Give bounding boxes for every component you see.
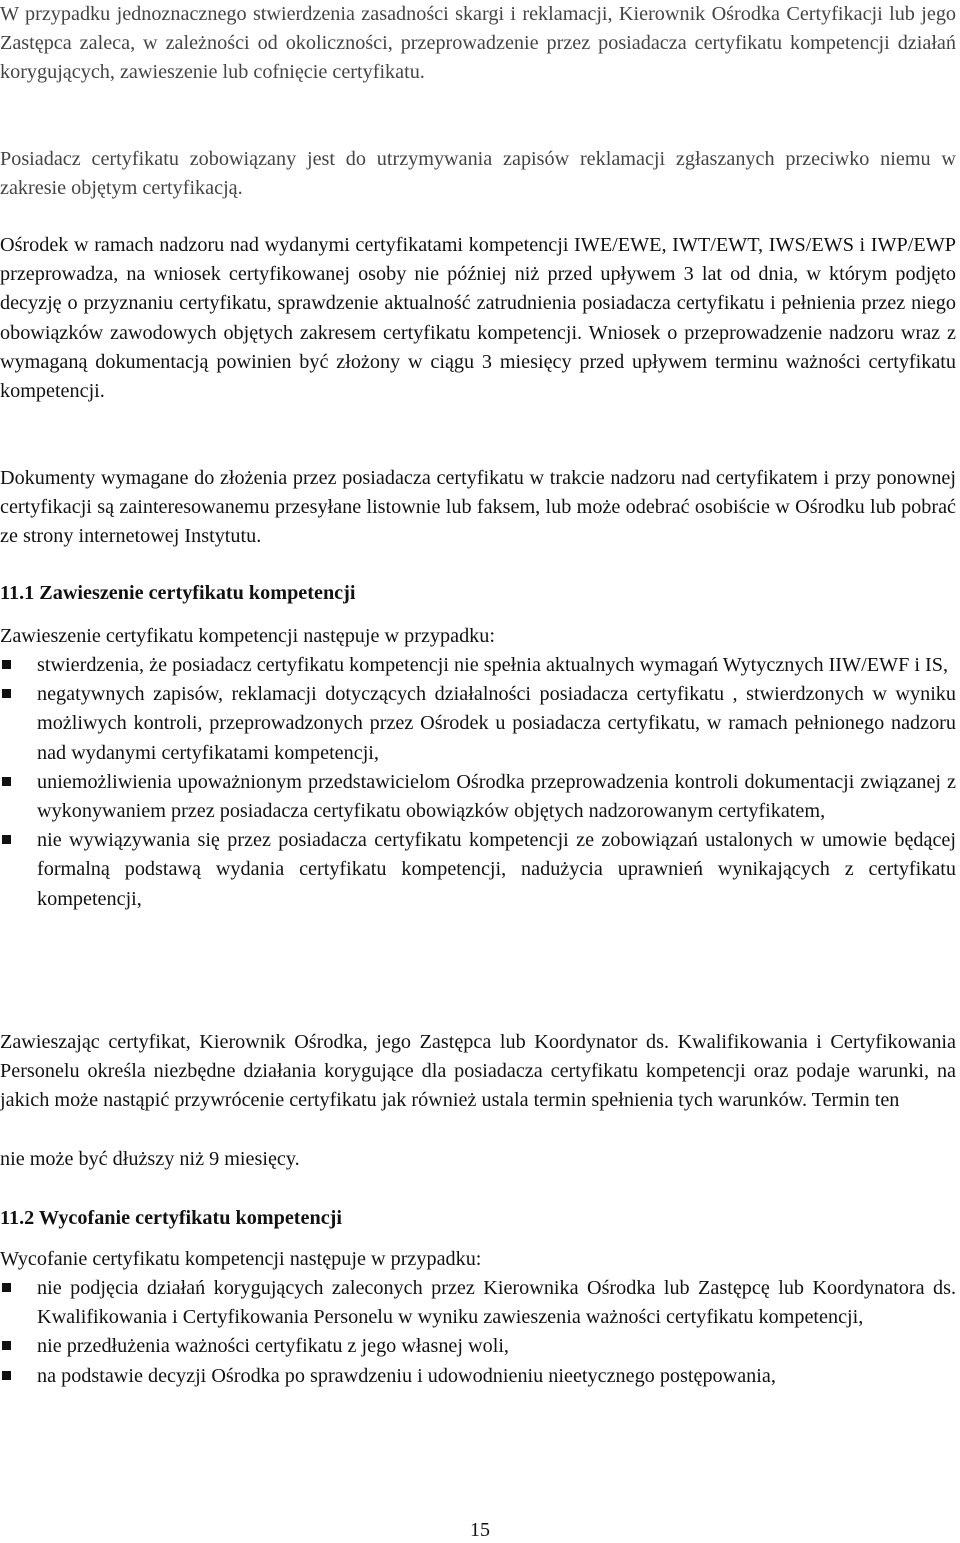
list-item: na podstawie decyzji Ośrodka po sprawdzeniu i udowodnieniu nieetycznego postępowania, (0, 1362, 956, 1391)
section-heading-withdrawal: 11.2 Wycofanie certyfikatu kompetencji (0, 1207, 343, 1229)
withdrawal-conditions-list (0, 1274, 956, 1391)
square-bullet-icon (2, 835, 11, 844)
list-item: nie podjęcia działań korygujących zaleconych przez Kierownika Ośrodka lub Zastępcę lub Koordynatora ds. Kwalifikowania i Certyfikowania Personelu w wyniku zawieszenia ważności certyfikatu kompetencji, (0, 1274, 956, 1332)
list-item: nie przedłużenia ważności certyfikatu z jego własnej woli, (0, 1332, 956, 1361)
paragraph-complaint-records: Posiadacz certyfikatu zobowiązany jest do utrzymywania zapisów reklamacji zgłaszanych przeciwko niemu w zakresie objętym certyfikacją. (0, 148, 956, 200)
section-heading-suspension: 11.1 Zawieszenie certyfikatu kompetencji (0, 582, 356, 604)
withdrawal-lead-text: Wycofanie certyfikatu kompetencji następuje w przypadku: (0, 1248, 482, 1270)
list-item: stwierdzenia, że posiadacz certyfikatu kompetencji nie spełnia aktualnych wymagań Wytycznych IIW/EWF i IS, (0, 651, 956, 680)
square-bullet-icon (2, 777, 11, 786)
square-bullet-icon (2, 1371, 11, 1380)
paragraph-documents: Dokumenty wymagane do złożenia przez posiadacza certyfikatu w trakcie nadzoru nad certyfikatem i przy ponownej certyfikacji są zainteresowanemu przesyłane listownie lub faksem, lub może odebrać osobiście w Ośrodku lub pobrać ze strony internetowej Instytutu. (0, 467, 956, 548)
square-bullet-icon (2, 1283, 11, 1292)
paragraph-supervision: Ośrodek w ramach nadzoru nad wydanymi certyfikatami kompetencji IWE/EWE, IWT/EWT, IWS/EWS i IWP/EWP przeprowadza, na wniosek certyfikowanej osoby nie później niż przed upływem 3 lat od dnia, w którym podjęto decyzję o przyznaniu certyfikatu, sprawdzenie aktualność zatrudnienia posiadacza certyfikatu i pełnienia przez niego obowiązków zawodowych objętych zakresem certyfikatu kompetencji. Wniosek o przeprowadzenie nadzoru wraz z wymaganą dokumentacją powinien być złożony w ciągu 3 miesięcy przed upływem terminu ważności certyfikatu kompetencji. (0, 234, 956, 403)
paragraph-suspension-conditions: Zawieszając certyfikat, Kierownik Ośrodka, jego Zastępca lub Koordynator ds. Kwalifikowania i Certyfikowania Personelu określa niezbędne działania korygujące dla posiadacza certyfikatu kompetencji oraz podaje warunki, na jakich może nastąpić przywrócenie certyfikatu jak również ustala termin spełnienia tych warunków. Termin ten (0, 1031, 956, 1112)
paragraph-corrective-actions: W przypadku jednoznacznego stwierdzenia zasadności skargi i reklamacji, Kierownik Ośrodka Certyfikacji lub jego Zastępca zaleca, w zależności od okoliczności, przeprowadzenie przez posiadacza certyfikatu kompetencji działań korygujących, zawieszenie lub cofnięcie certyfikatu. (0, 3, 956, 84)
paragraph-suspension-term: nie może być dłuższy niż 9 miesięcy. (0, 1148, 300, 1170)
suspension-conditions-list (0, 651, 956, 914)
list-item: nie wywiązywania się przez posiadacza certyfikatu kompetencji ze zobowiązań ustalonych w umowie będącej formalną podstawą wydania certyfikatu kompetencji, nadużycia uprawnień wynikających z certyfikatu kompetencji, (0, 826, 956, 914)
page-number: 15 (470, 1519, 490, 1541)
suspension-lead-text: Zawieszenie certyfikatu kompetencji następuje w przypadku: (0, 625, 495, 647)
square-bullet-icon (2, 660, 11, 669)
list-item: negatywnych zapisów, reklamacji dotyczących działalności posiadacza certyfikatu , stwierdzonych w wyniku możliwych kontroli, przeprowadzonych przez Ośrodek u posiadacza certyfikatu, w ramach pełnionego nadzoru nad wydanymi certyfikatami kompetencji, (0, 680, 956, 768)
list-item: uniemożliwienia upoważnionym przedstawicielom Ośrodka przeprowadzenia kontroli dokumentacji związanej z wykonywaniem przez posiadacza certyfikatu obowiązków objętych nadzorowanym certyfikatem, (0, 768, 956, 826)
square-bullet-icon (2, 1341, 11, 1350)
square-bullet-icon (2, 689, 11, 698)
